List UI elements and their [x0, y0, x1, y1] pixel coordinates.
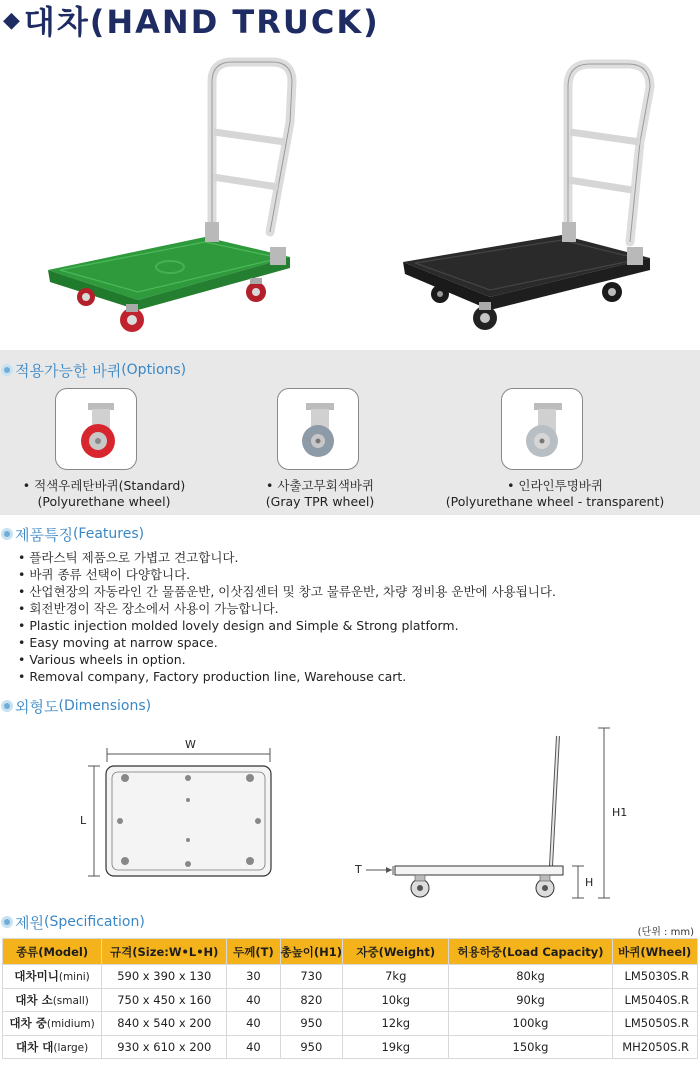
cell-thickness: 30: [227, 965, 280, 989]
cell-model: 대차 중(midium): [3, 1012, 102, 1036]
cell-size: 750 x 450 x 160: [102, 988, 227, 1012]
list-item: • Easy moving at narrow space.: [18, 634, 556, 651]
column-header: 규격(Size:W•L•H): [102, 939, 227, 965]
dimension-drawing: [0, 718, 700, 913]
table-row: [3, 1012, 698, 1036]
cell-size: 590 x 390 x 130: [102, 965, 227, 989]
green-hand-truck-image: [48, 62, 292, 332]
column-header: 자중(Weight): [343, 939, 449, 965]
table-row: [3, 988, 698, 1012]
table-row: [3, 1035, 698, 1059]
features-heading: 제품특징 (Features): [0, 523, 144, 545]
cell-load: 80kg: [449, 965, 612, 989]
cell-weight: 10kg: [343, 988, 449, 1012]
gray-wheel-icon: [277, 388, 359, 470]
cell-thickness: 40: [227, 1035, 280, 1059]
option-caption-gray: • 사출고무회색바퀴 (Gray TPR wheel): [265, 478, 375, 509]
dim-label-h1: H1: [612, 806, 628, 819]
list-item: • Plastic injection molded lovely design and Simple & Strong platform.: [18, 617, 556, 634]
features-list: [18, 549, 556, 685]
section-bullet-icon: [4, 367, 10, 373]
list-item: • 산업현장의 자동라인 간 물품운반, 이삿짐센터 및 창고 물류운반, 차량 정비용 운반에 사용됩니다.: [18, 583, 556, 600]
section-bullet-icon: [4, 531, 10, 537]
table-row: [3, 965, 698, 989]
column-header: 두께(T): [227, 939, 280, 965]
cell-size: 840 x 540 x 200: [102, 1012, 227, 1036]
section-bullet-icon: [4, 703, 10, 709]
dim-label-l: L: [80, 814, 87, 827]
page-title-text: 대차(HAND TRUCK): [23, 3, 380, 41]
dimension-lines: [0, 718, 700, 913]
cell-wheel: LM5050S.R: [612, 1012, 697, 1036]
specification-table: [2, 938, 698, 1059]
cell-thickness: 40: [227, 988, 280, 1012]
diamond-icon: ◆: [3, 7, 20, 33]
option-caption-transparent: • 인라인투명바퀴 (Polyurethane wheel - transparent): [445, 478, 665, 509]
cell-height: 730: [280, 965, 342, 989]
cell-wheel: LM5040S.R: [612, 988, 697, 1012]
cell-height: 950: [280, 1035, 342, 1059]
dim-label-t: T: [355, 863, 362, 876]
specification-heading: 제원 (Specification): [0, 911, 145, 933]
black-hand-truck-image: [403, 64, 650, 330]
cell-weight: 19kg: [343, 1035, 449, 1059]
list-item: • 바퀴 종류 선택이 다양합니다.: [18, 566, 556, 583]
cell-weight: 7kg: [343, 965, 449, 989]
cell-thickness: 40: [227, 1012, 280, 1036]
list-item: • 회전반경이 작은 장소에서 사용이 가능합니다.: [18, 600, 556, 617]
dim-label-h: H: [585, 876, 594, 889]
list-item: • Various wheels in option.: [18, 651, 556, 668]
option-caption-standard: • 적색우레탄바퀴(Standard) (Polyurethane wheel): [22, 478, 186, 509]
transparent-wheel-icon: [501, 388, 583, 470]
dim-label-w: W: [185, 738, 196, 751]
column-header: 총높이(H1): [280, 939, 342, 965]
cell-wheel: LM5030S.R: [612, 965, 697, 989]
page-title: [3, 0, 380, 40]
cell-load: 100kg: [449, 1012, 612, 1036]
cell-model: 대차미니(mini): [3, 965, 102, 989]
unit-note: (단위 : mm): [637, 927, 694, 938]
red-wheel-icon: [55, 388, 137, 470]
section-bullet-icon: [4, 919, 10, 925]
cell-model: 대차 소(small): [3, 988, 102, 1012]
cell-height: 820: [280, 988, 342, 1012]
options-heading: 적용가능한 바퀴 (Options): [0, 359, 186, 381]
column-header: 허용하중(Load Capacity): [449, 939, 612, 965]
list-item: • Removal company, Factory production line, Warehouse cart.: [18, 668, 556, 685]
table-header-row: [3, 939, 698, 965]
cell-load: 150kg: [449, 1035, 612, 1059]
cell-size: 930 x 610 x 200: [102, 1035, 227, 1059]
cell-weight: 12kg: [343, 1012, 449, 1036]
hand-truck-illustrations: [0, 42, 700, 350]
cell-wheel: MH2050S.R: [612, 1035, 697, 1059]
dimensions-heading: 외형도 (Dimensions): [0, 695, 151, 717]
column-header: 바퀴(Wheel): [612, 939, 697, 965]
list-item: • 플라스틱 제품으로 가볍고 견고합니다.: [18, 549, 556, 566]
column-header: 종류(Model): [3, 939, 102, 965]
cell-height: 950: [280, 1012, 342, 1036]
product-photos: [0, 42, 700, 350]
cell-load: 90kg: [449, 988, 612, 1012]
cell-model: 대차 대(large): [3, 1035, 102, 1059]
